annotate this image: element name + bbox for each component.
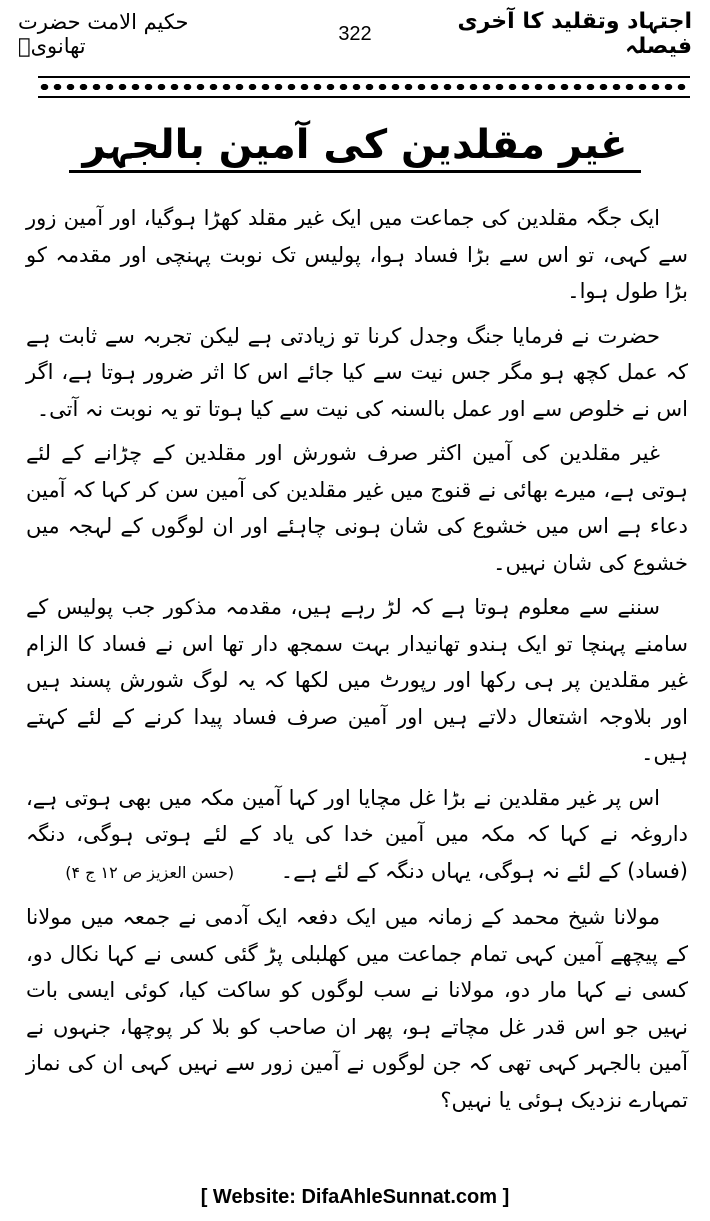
paragraph (26, 780, 688, 892)
paragraph-text: اس پر غیر مقلدین نے بڑا غل مچایا اور کہا آمین مکہ میں بھی ہوتی ہے، داروغہ نے کہا کہ مکہ میں آمین خدا کی یاد کے لئے ہوتی ہوگی، دنگہ (فساد) کے لئے نہ ہوگی، یہاں دنگہ کے لئے ہے۔ (26, 785, 688, 883)
author-name: حکیم الامت حضرت تھانویؒ (18, 10, 189, 58)
page-number: 322 (338, 22, 372, 45)
paragraph: حضرت نے فرمایا جنگ وجدل کرنا تو زیادتی ہے لیکن تجربہ سے ثابت ہے کہ عمل کچھ ہو مگر جس نیت سے کیا جائے اس کا اثر ضرور ہوتا ہے، اگر اس نے خلوص سے اور عمل بالسنہ کی نیت سے کیا ہوتا تو یہ نوبت نہ آتی۔ (26, 323, 688, 421)
book-title: اجتہاد وتقلید کا آخری فیصلہ (457, 9, 692, 59)
website-footer: [ Website: DifaAhleSunnat.com ] (200, 1186, 510, 1208)
section-title: غیر مقلدین کی آمین بالجہر (69, 122, 642, 173)
paragraph: ایک جگہ مقلدین کی جماعت میں ایک غیر مقلد کھڑا ہوگیا، اور آمین زور سے کہی، تو اس سے بڑا فساد ہوا، پولیس تک نوبت پہنچی اور مقدمہ کو بڑا طول ہوا۔ (26, 206, 688, 303)
paragraph: غیر مقلدین کی آمین اکثر صرف شورش اور مقلدین کے چڑانے کے لئے ہوتی ہے، میرے بھائی نے قنوج میں غیر مقلدین کی آمین سن کر کہا کہ آمین دعاء ہے اس میں خشوع کی شان ہونی چاہئے اور ان لوگوں کے لہجہ میں خشوع کی شان نہیں۔ (26, 441, 688, 575)
divider-line-bottom (38, 96, 690, 98)
section-heading (0, 122, 710, 182)
reference-citation: (حسن العزیز ص ۱۲ ج ۴) (65, 862, 235, 882)
page-header (18, 9, 692, 59)
divider-chain (38, 82, 690, 92)
paragraph: سننے سے معلوم ہوتا ہے کہ لڑ رہے ہیں، مقدمہ مذکور جب پولیس کے سامنے پہنچا تو ایک ہندو تھانیدار بہت سمجھ دار تھا اس نے فساد کا الزام غیر مقلدین پر ہی رکھا اور رپورٹ میں لکھا کہ یہ لوگ شورش پسند ہیں اور بلاوجہ اشتعال دلاتے ہیں اور آمین صرف فساد پیدا کرنے کے لئے کہتے ہیں۔ (26, 595, 688, 765)
divider-line-top (38, 76, 690, 78)
header-divider (38, 76, 690, 98)
paragraph: مولانا شیخ محمد کے زمانہ میں ایک دفعہ ایک آدمی نے جمعہ میں مولانا کے پیچھے آمین کہی تمام جماعت میں کھلبلی پڑ گئی کسی نے کہا نکال دو، کسی نے کہا مار دو، مولانا نے سب لوگوں کو ساکت کیا، کوئی ایسی بات نہیں جو اس قدر غل مچاتے ہو، پھر ان صاحب کو بلا کر پوچھا، جنہوں نے آمین بالجہر کہی تھی کہ جن لوگوں نے آمین زور سے نہیں کہی ان کی نماز تمہارے نزدیک ہوئی یا نہیں؟ (26, 905, 688, 1112)
body-text (26, 200, 688, 1126)
